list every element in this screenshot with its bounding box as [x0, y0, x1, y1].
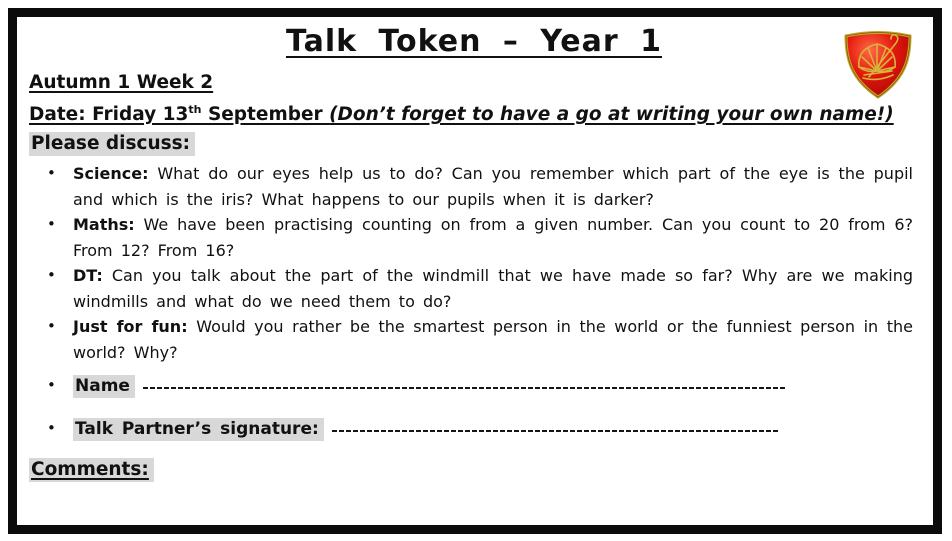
list-item-name — [47, 373, 919, 400]
list-item-science — [47, 161, 919, 212]
page-content — [17, 17, 933, 480]
list-item-maths — [47, 212, 919, 263]
list-item-dt — [47, 263, 919, 314]
list-item-signature — [47, 416, 919, 443]
subject-label: Just for fun: — [73, 317, 188, 337]
school-crest-shield-icon — [839, 27, 917, 103]
prompt-text: Can you talk about the part of the windmill that we have made so far? Why are we making windmills and what do we need them to do? — [73, 266, 913, 311]
subject-label: Maths: — [73, 215, 135, 235]
discussion-list — [29, 161, 919, 442]
bullet-icon: • — [47, 164, 56, 183]
subject-label: DT: — [73, 266, 103, 286]
page-title: Talk Token – Year 1 — [285, 24, 663, 59]
date-note: (Don’t forget to have a go at writing your own name!) — [329, 104, 894, 126]
prompt-text: We have been practising counting on from a given number. Can you count to 20 from 6? From 12? From 16? — [73, 215, 913, 260]
week-heading: Autumn 1 Week 2 — [29, 72, 214, 93]
bullet-icon: • — [47, 376, 56, 395]
bullet-icon: • — [47, 418, 56, 437]
bullet-icon: • — [47, 266, 56, 285]
subject-label: Science: — [73, 164, 149, 184]
bullet-icon: • — [47, 215, 56, 234]
signature-write-line — [332, 429, 780, 432]
date-heading — [29, 96, 919, 129]
name-write-line — [143, 386, 785, 389]
list-item-just-for-fun — [47, 314, 919, 365]
date-text: Date: Friday 13 — [29, 104, 189, 126]
bullet-icon: • — [47, 317, 56, 336]
date-month: September — [201, 104, 330, 126]
page-border — [8, 8, 942, 534]
name-label: Name — [73, 375, 135, 398]
signature-label: Talk Partner’s signature: — [73, 418, 324, 441]
date-ordinal: th — [188, 103, 202, 116]
prompt-text: Would you rather be the smartest person in the world or the funniest person in the world? Why? — [73, 317, 914, 362]
comments-heading: Comments: — [29, 459, 919, 480]
prompt-text: What do our eyes help us to do? Can you remember which part of the eye is the pupil and which is the iris? What happens to our pupils when it is darker? — [73, 164, 913, 209]
discuss-heading: Please discuss: — [29, 130, 919, 158]
